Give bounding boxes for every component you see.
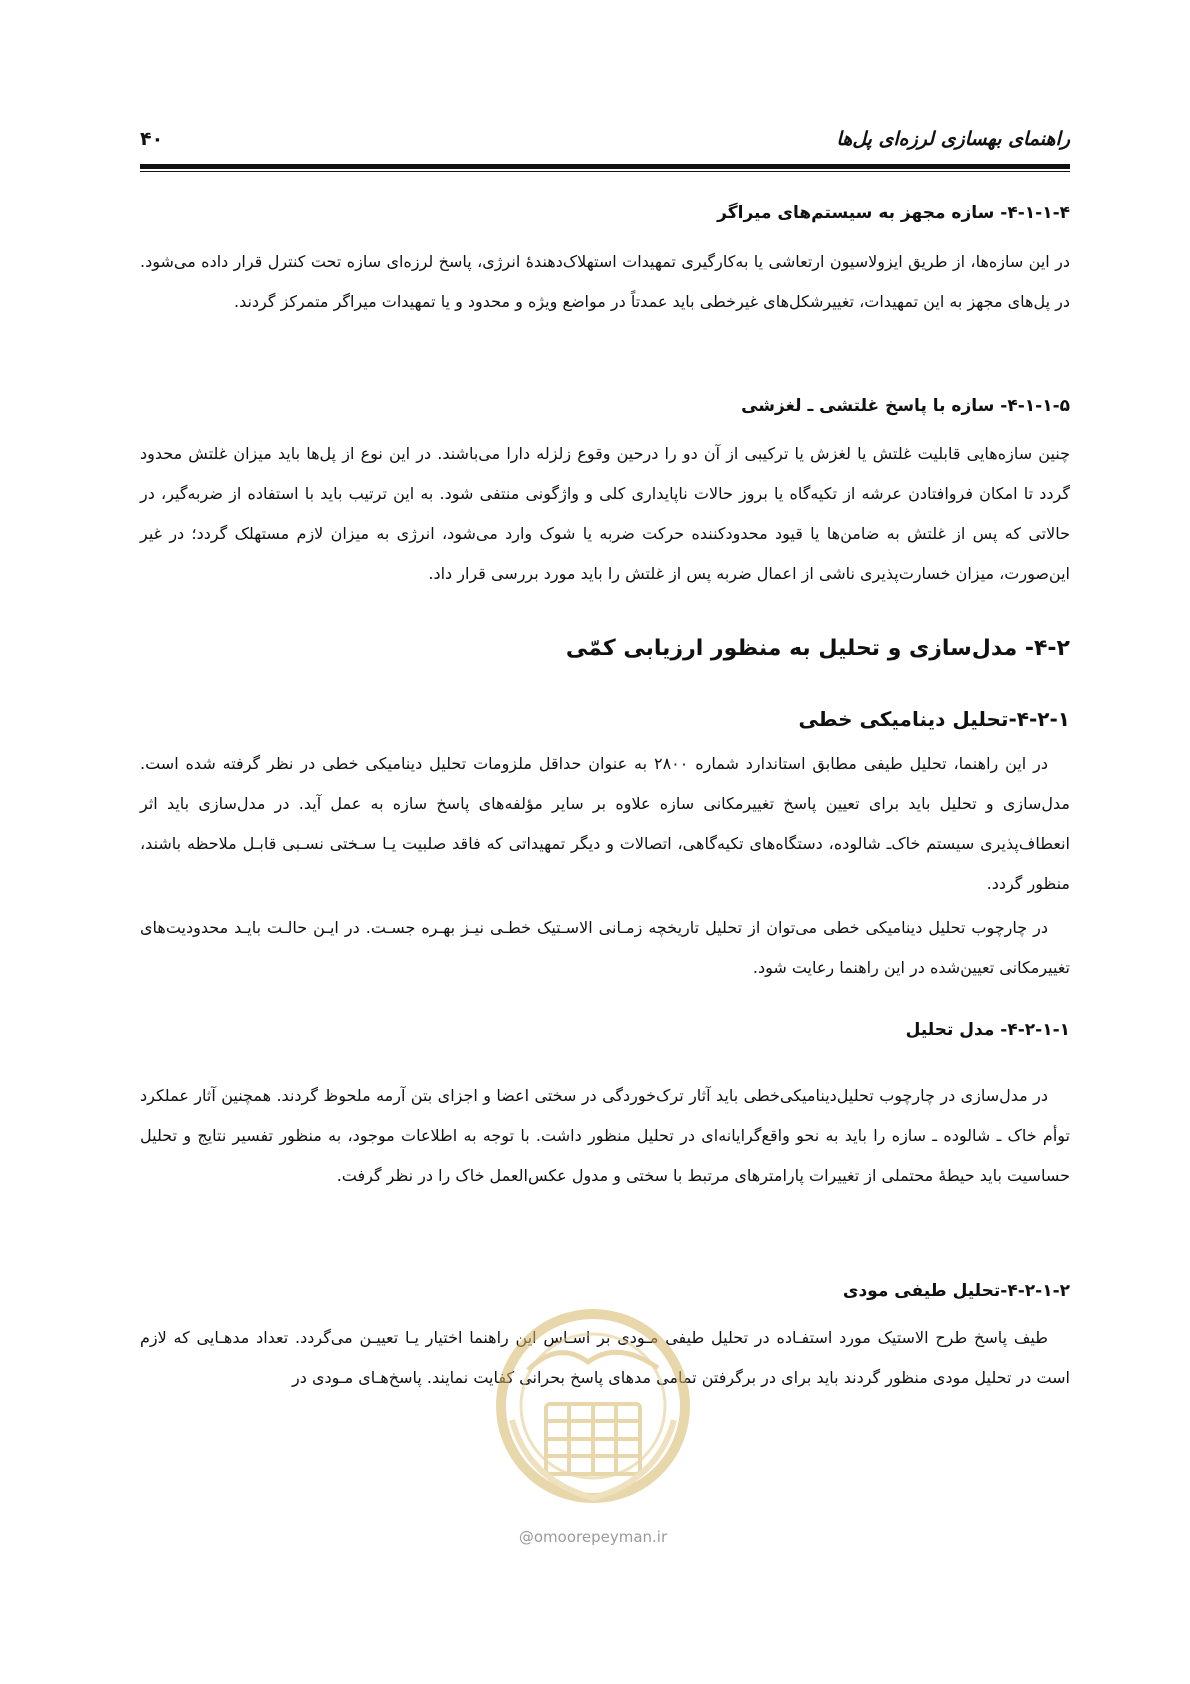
paragraph-4-1-1-5: چنین سازه‌هایی قابلیت غلتش یا لغزش یا ترکیبی از آن دو را درحین وقوع زلزله دارا می‌باشند. در این نوع از پل‌ها باید میزان غلتش محدود گردد تا امکان فروافتادن عرشه از تکیه‌گاه یا بروز حالات ناپایداری کلی و واژگونی منتفی شود. به این ترتیب باید با استفاده از ضربه‌گیر، در حالاتی که پس از غلتش به ضامن‌ها یا قیود محدودکننده حرکت ضربه یا شوک وارد می‌شود، انرژی به میزان لازم مستهلک گردد؛ در غیر این‌صورت، میزان خسارت‌پذیری ناشی از اعمال ضربه پس از غلتش را باید مورد بررسی قرار داد. [140,444,1070,583]
page-number: ۴۰ [140,128,164,150]
section-heading-4-1-1-4: ۴-۱-۱-۴- سازه مجهز به سیستم‌های میراگر [717,203,1070,223]
chapter-heading-4-2: ۴-۲- مدل‌سازی و تحلیل به منظور ارزیابی کمّی [565,636,1070,661]
section-heading-4-2-1-2: ۴-۲-۱-۲-تحلیل طیفی مودی [842,1281,1070,1301]
header-rule-thick [140,164,1070,169]
watermark-domain: @omoorepeyman.ir [518,1528,668,1546]
paragraph-4-2-1-2: طیف پاسخ طرح الاستیک مورد استفـاده در تحلیل طیفی مـودی بر اسـاس این راهنما اختیار یـا تعییـن می‌گردد. تعداد مدهـایی که لازم است در تحلیل مودی منظور گردند باید برای در برگرفتن تمامی مدهای پاسخ بحرانی کفایت نمایند. پاسخ‌هـای مـودی در [140,1328,1070,1387]
paragraph-4-2-1-1: در مدل‌سازی در چارچوب تحلیل‌دینامیکی‌خطی باید آثار ترک‌خوردگی در سختی اعضا و اجزای بتن آرمه ملحوظ گردند. همچنین آثار عملکرد توأم خاک ـ شالوده ـ سازه را باید به نحو واقع‌گرایانه‌ای در تحلیل منظور داشت. با توجه به اطلاعات موجود، به منظور تفسیر نتایج و تحلیل حساسیت باید حیطهٔ محتملی از تغییرات پارامترهای مرتبط با سختی و مدول عکس‌العمل خاک را در نظر گرفت. [140,1086,1070,1185]
section-heading-4-1-1-5: ۴-۱-۱-۵- سازه با پاسخ غلتشی ـ لغزشی [741,396,1070,416]
header-title: راهنمای بهسازی لرزه‌ای پل‌ها [836,128,1070,150]
section-heading-4-2-1-1: ۴-۲-۱-۱- مدل تحلیل [905,1020,1070,1040]
paragraph-4-2-1-b: در چارچوب تحلیل دینامیکی خطی می‌توان از تحلیل تاریخچه زمـانی الاسـتیک خطـی نیـز بهـره جسـت. در ایـن حالـت بایـد محدودیت‌های تغییرمکانی تعیین‌شده در این راهنما رعایت شود. [140,918,1070,977]
header-rule-thin [140,171,1070,172]
page-header [140,128,1070,158]
paragraph-4-2-1-a: در این راهنما، تحلیل طیفی مطابق استاندارد شماره ۲۸۰۰ به عنوان حداقل ملزومات تحلیل دینامیکی خطی در نظر گرفته شده است. مدل‌سازی و تحلیل باید برای تعیین پاسخ تغییرمکانی سازه علاوه بر سایر مؤلفه‌های پاسخ سازه به عمل آید. در مدل‌سازی باید اثر انعطاف‌پذیری سیستم خاک‌ـ شالوده، دستگاه‌های تکیه‌گاهی، اتصالات و دیگر تمهیداتی که فاقد صلبیت یـا سـختی نسـبی قابـل ملاحظه باشند، منظور گردد. [140,754,1070,893]
section-heading-4-2-1: ۴-۲-۱-تحلیل دینامیکی خطی [798,707,1070,731]
paragraph-4-1-1-4: در این سازه‌ها، از طریق ایزولاسیون ارتعاشی یا به‌کارگیری تمهیدات استهلاک‌دهندهٔ انرژی، پاسخ لرزه‌ای سازه تحت کنترل قرار داده می‌شود. در پل‌های مجهز به این تمهیدات، تغییرشکل‌های غیرخطی باید عمدتاً در مواضع ویژه و محدود و یا تمهیدات میراگر متمرکز گردند. [140,252,1070,311]
